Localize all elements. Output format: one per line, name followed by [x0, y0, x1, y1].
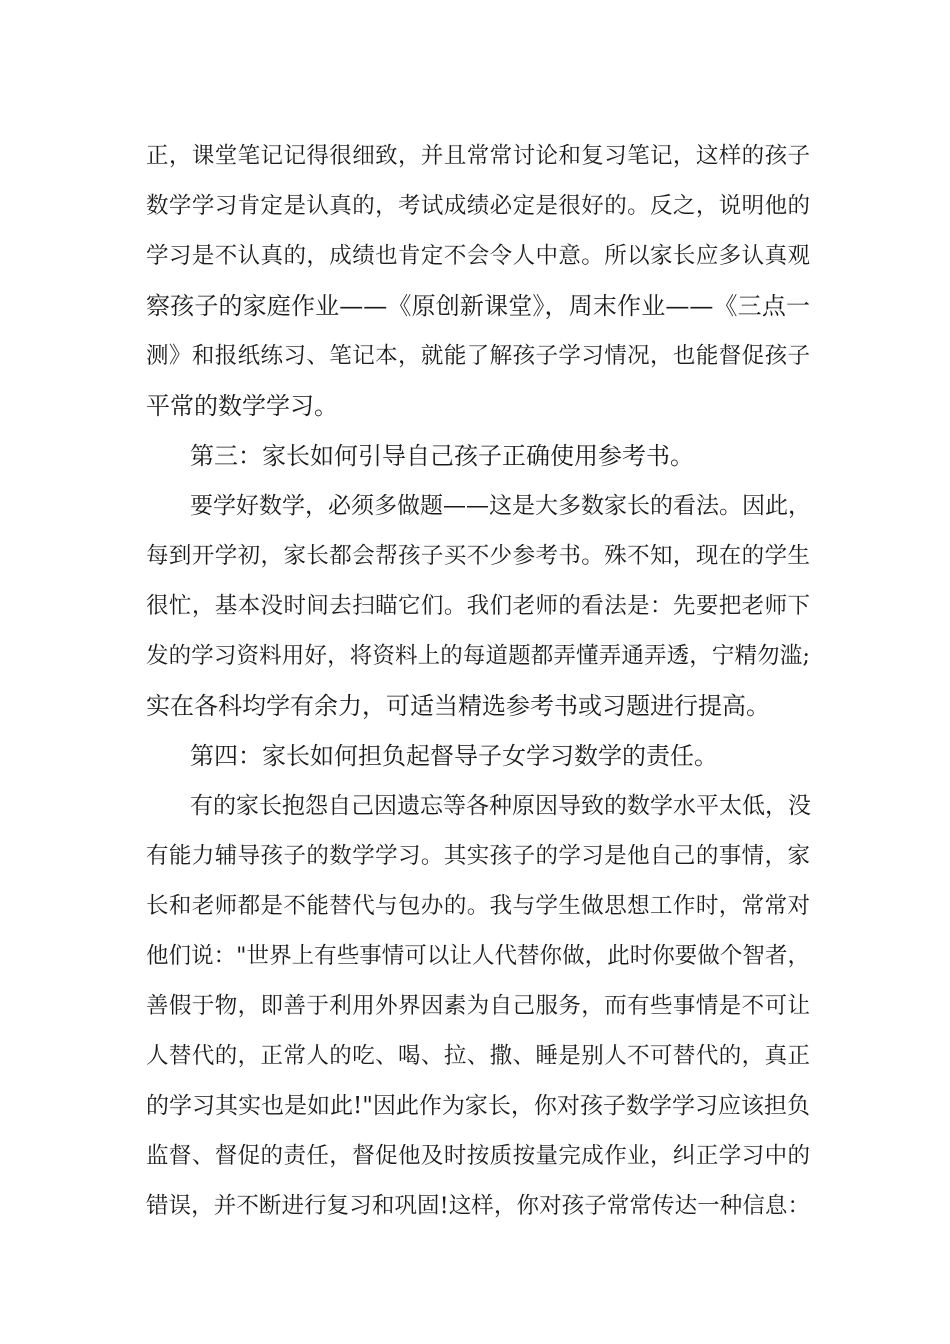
text-line: 正，课堂笔记记得很细致，并且常常讨论和复习笔记，这样的孩子 — [146, 143, 810, 169]
text-line: 善假于物，即善于利用外界因素为自己服务，而有些事情是不可让 — [146, 993, 810, 1019]
text-line: 察孩子的家庭作业——《原创新课堂》，周末作业——《三点一 — [146, 292, 810, 320]
section-heading: 第三：家长如何引导自己孩子正确使用参考书。 — [190, 442, 694, 470]
text-line: 数学学习肯定是认真的，考试成绩必定是很好的。反之，说明他的 — [146, 193, 810, 219]
text-line: 测》和报纸练习、笔记本，就能了解孩子学习情况，也能督促孩子 — [146, 343, 810, 369]
section-heading: 第四：家长如何担负起督导子女学习数学的责任。 — [190, 742, 718, 770]
text-line: 的学习其实也是如此!"因此作为家长，你对孩子数学学习应该担负 — [146, 1093, 810, 1119]
text-line: 每到开学初，家长都会帮孩子买不少参考书。殊不知，现在的学生 — [146, 543, 810, 569]
text-line: 监督、督促的责任，督促他及时按质按量完成作业，纠正学习中的 — [146, 1143, 810, 1169]
text-line: 错误，并不断进行复习和巩固!这样，你对孩子常常传达一种信息： — [146, 1193, 810, 1219]
text-line: 他们说："世界上有些事情可以让人代替你做，此时你要做个智者， — [146, 943, 810, 969]
text-line: 长和老师都是不能替代与包办的。我与学生做思想工作时，常常对 — [146, 893, 810, 919]
text-line: 实在各科均学有余力，可适当精选参考书或习题进行提高。 — [146, 692, 770, 720]
text-line: 学习是不认真的，成绩也肯定不会令人中意。所以家长应多认真观 — [146, 243, 810, 269]
text-line: 平常的数学学习。 — [146, 392, 338, 420]
text-line: 有能力辅导孩子的数学学习。其实孩子的学习是他自己的事情，家 — [146, 843, 810, 869]
text-line: 人替代的，正常人的吃、喝、拉、撒、睡是别人不可替代的，真正 — [146, 1043, 810, 1069]
text-line: 很忙，基本没时间去扫瞄它们。我们老师的看法是：先要把老师下 — [146, 593, 810, 619]
text-line: 发的学习资料用好，将资料上的每道题都弄懂弄通弄透，宁精勿滥; — [146, 643, 810, 669]
text-line: 要学好数学，必须多做题——这是大多数家长的看法。因此， — [190, 493, 811, 519]
text-line: 有的家长抱怨自己因遗忘等各种原因导致的数学水平太低，没 — [190, 793, 811, 819]
